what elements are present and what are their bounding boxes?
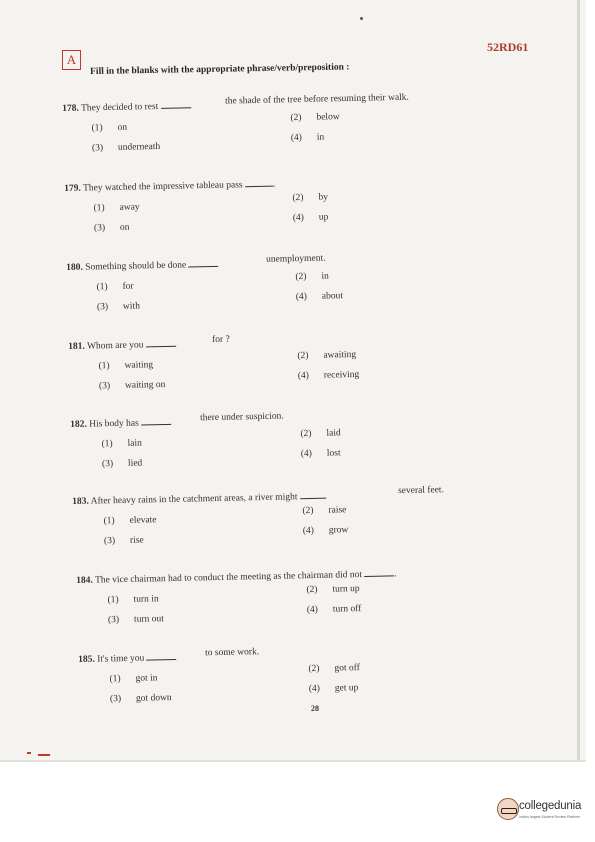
question-number: 184. [76, 575, 93, 586]
scan-speck [360, 17, 363, 20]
question-stem: Something should be done [85, 260, 187, 273]
answer-blank [364, 575, 394, 577]
option-1: (1) got in [109, 673, 158, 685]
scan-mark [27, 752, 31, 754]
question-stem: They watched the impressive tableau pass [82, 180, 243, 194]
scan-mark [38, 754, 50, 756]
option-4: (4) up [292, 212, 329, 224]
question-number: 181. [68, 341, 85, 352]
section-instruction: Fill in the blanks with the appropriate phrase/verb/preposition : [90, 62, 350, 77]
option-1: (1) away [93, 202, 140, 214]
brand-tagline: India's largest Student Review Platform [519, 815, 580, 819]
question-tail: the shade of the tree before resuming their walk. [224, 92, 409, 107]
option-2: (2) raise [302, 505, 347, 517]
paper-code: 52RD61 [487, 40, 529, 54]
question-stem: His body has [89, 418, 139, 430]
option-2: (2) below [290, 112, 340, 124]
question-stem: Whom are you [86, 340, 144, 352]
option-2: (2) in [295, 271, 329, 283]
answer-blank [300, 498, 326, 500]
answer-blank [189, 266, 219, 268]
question-tail: . [394, 569, 397, 580]
option-1: (1) for [96, 281, 134, 293]
question-tail: to some work. [204, 647, 260, 659]
answer-blank [147, 659, 177, 661]
option-1: (1) lain [101, 438, 142, 450]
version-box [62, 50, 81, 70]
option-4: (4) about [295, 291, 344, 303]
option-3: (3) with [96, 301, 141, 313]
option-3: (3) lied [101, 458, 143, 470]
version-letter: A [66, 52, 77, 67]
option-3: (3) got down [109, 693, 172, 705]
page-edge [577, 0, 580, 760]
option-4: (4) grow [302, 525, 349, 537]
page-bottom-edge [0, 760, 586, 762]
mascot-icon [497, 798, 519, 820]
question-number: 180. [66, 262, 83, 273]
question-number: 182. [70, 419, 87, 430]
option-4: (4) lost [300, 448, 341, 460]
question-stem: After heavy rains in the catchment areas, a river might [90, 492, 298, 507]
option-2: (2) awaiting [297, 349, 357, 362]
option-4: (4) get up [308, 683, 359, 695]
question-number: 179. [64, 183, 81, 194]
question-stem: The vice chairman had to conduct the meeting as the chairman did not [94, 570, 363, 586]
question-tail: several feet. [397, 485, 445, 497]
question-number: 183. [72, 496, 89, 507]
option-2: (2) by [292, 192, 329, 204]
option-2: (2) turn up [306, 584, 360, 596]
answer-blank [146, 346, 176, 348]
option-3: (3) turn out [107, 614, 164, 626]
question-tail: there under suspicion. [199, 411, 284, 424]
option-3: (3) waiting on [98, 379, 166, 392]
option-4: (4) in [290, 132, 325, 144]
question-number: 185. [78, 654, 95, 665]
answer-blank [245, 186, 273, 188]
glasses-icon [501, 808, 517, 814]
answer-blank [141, 424, 171, 426]
question-number: 178. [62, 103, 79, 114]
page-number: 28 [311, 704, 319, 713]
question-tail: . [272, 179, 276, 190]
question-stem: It's time you [97, 653, 145, 665]
option-1: (1) waiting [98, 360, 154, 372]
question-tail: unemployment. [265, 253, 326, 265]
option-2: (2) laid [300, 428, 341, 440]
option-4: (4) receiving [297, 369, 360, 382]
option-3: (3) on [93, 222, 130, 234]
brand-name: collegedunia [519, 800, 582, 812]
option-3: (3) underneath [91, 141, 161, 154]
option-2: (2) got off [308, 663, 360, 675]
option-3: (3) rise [103, 535, 144, 547]
option-1: (1) elevate [103, 515, 157, 527]
option-4: (4) turn off [306, 604, 362, 616]
option-1: (1) turn in [107, 594, 159, 606]
option-1: (1) on [91, 122, 128, 134]
answer-blank [161, 107, 191, 109]
question-stem: They decided to rest [80, 101, 159, 114]
brand-logo[interactable] [497, 796, 589, 832]
question-tail: for ? [211, 334, 230, 345]
